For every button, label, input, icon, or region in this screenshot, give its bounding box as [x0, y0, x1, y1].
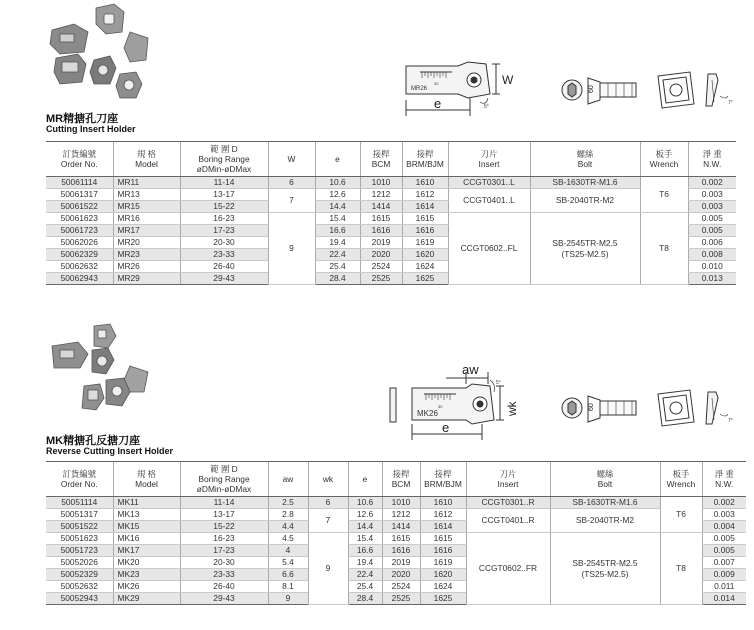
mr-col-wrench: 板手 Wrench [640, 142, 688, 177]
bolt-value-alt: (TS25-M2.5) [581, 568, 629, 579]
order-no: 50051317 [46, 509, 113, 521]
aw-value: 9 [268, 593, 308, 605]
bolt-value: SB-2040TR-M2 [550, 509, 660, 533]
aw-value: 2.8 [268, 509, 308, 521]
brm-value: 1610 [420, 497, 466, 509]
bcm-value: 2020 [382, 569, 420, 581]
aw-value: 8.1 [268, 581, 308, 593]
e-value: 15.4 [348, 533, 382, 545]
model: MK17 [113, 545, 180, 557]
e-value: 28.4 [315, 273, 360, 285]
weight: 0.003 [688, 189, 736, 201]
order-no: 50051623 [46, 533, 113, 545]
weight: 0.003 [702, 509, 746, 521]
table-row [46, 189, 736, 201]
e-value: 28.4 [348, 593, 382, 605]
mr-col-order: 訂貨編號 Order No. [46, 142, 113, 177]
boring-range: 29-43 [180, 593, 268, 605]
brm-value: 1624 [402, 261, 448, 273]
order-no: 50051522 [46, 521, 113, 533]
weight: 0.010 [688, 261, 736, 273]
boring-range: 29-43 [180, 273, 268, 285]
brm-value: 1612 [402, 189, 448, 201]
mr-section [0, 0, 754, 300]
e-value: 10.6 [348, 497, 382, 509]
mr-holder-drawing [398, 58, 516, 118]
weight: 0.007 [702, 557, 746, 569]
bcm-value: 1010 [360, 177, 402, 189]
model: MK26 [113, 581, 180, 593]
order-no: 50061114 [46, 177, 113, 189]
mk-drawing-dim-e: e [442, 420, 450, 435]
aw-value: 6.6 [268, 569, 308, 581]
brm-value: 1614 [402, 201, 448, 213]
brm-value: 1615 [420, 533, 466, 545]
e-value: 14.4 [348, 521, 382, 533]
boring-range: 16-23 [180, 213, 268, 225]
mr-col-w: W [268, 142, 315, 177]
bcm-value: 2019 [382, 557, 420, 569]
bcm-value: 2524 [382, 581, 420, 593]
mk-col-bolt: 螺絲 Bolt [550, 462, 660, 497]
weight: 0.005 [688, 213, 736, 225]
model: MK16 [113, 533, 180, 545]
mr-drawing-dim-e: e [434, 96, 442, 111]
boring-range: 23-33 [180, 249, 268, 261]
insert-value: CCGT0401..R [466, 509, 550, 533]
bcm-value: 1616 [360, 225, 402, 237]
order-no: 50052026 [46, 557, 113, 569]
mr-insert-tilt: 7° [728, 100, 733, 106]
e-value: 16.6 [348, 545, 382, 557]
bolt-value-alt: (TS25-M2.5) [561, 248, 609, 259]
boring-range: 11-14 [180, 497, 268, 509]
weight: 0.002 [702, 497, 746, 509]
boring-range: 20-30 [180, 237, 268, 249]
e-value: 16.6 [315, 225, 360, 237]
order-no: 50062632 [46, 261, 113, 273]
e-value: 22.4 [315, 249, 360, 261]
aw-value: 4.5 [268, 533, 308, 545]
mr-col-bcm: 接桿 BCM [360, 142, 402, 177]
mr-drawing-angle: 5° [484, 104, 489, 110]
model: MR26 [113, 261, 180, 273]
insert-value: CCGT0301..R [466, 497, 550, 509]
table-row [46, 509, 746, 521]
e-value: 19.4 [315, 237, 360, 249]
e-value: 19.4 [348, 557, 382, 569]
weight: 0.011 [702, 581, 746, 593]
mr-col-nw: 淨 重 N.W. [688, 142, 736, 177]
table-row [46, 213, 736, 225]
weight: 0.002 [688, 177, 736, 189]
wrench-value: T6 [640, 177, 688, 213]
boring-range: 11-14 [180, 177, 268, 189]
weight: 0.009 [702, 569, 746, 581]
boring-range: 20-30 [180, 557, 268, 569]
mk-product-photo [44, 320, 154, 424]
brm-value: 1610 [402, 177, 448, 189]
mr-title-zh: MR精搪孔刀座 [46, 113, 119, 125]
mr-drawing-dim-w: W [502, 73, 514, 87]
model: MR20 [113, 237, 180, 249]
mk-insert-drawing [654, 388, 744, 430]
brm-value: 1614 [420, 521, 466, 533]
bcm-value: 1414 [360, 201, 402, 213]
bolt-value-main: SB-2545TR-M2.5 [552, 237, 618, 248]
model: MR13 [113, 189, 180, 201]
boring-range: 13-17 [180, 189, 268, 201]
bolt-value [530, 213, 640, 285]
bolt-value-main: SB-2545TR-M2.5 [572, 557, 638, 568]
bcm-value: 2019 [360, 237, 402, 249]
weight: 0.013 [688, 273, 736, 285]
boring-range: 26-40 [180, 581, 268, 593]
brm-value: 1625 [420, 593, 466, 605]
bcm-value: 1414 [382, 521, 420, 533]
bcm-value: 2524 [360, 261, 402, 273]
brm-value: 1615 [402, 213, 448, 225]
mk-col-range: 範 圍 D Boring Range øDMin-øDMax [180, 462, 268, 497]
order-no: 50061623 [46, 213, 113, 225]
order-no: 50061317 [46, 189, 113, 201]
order-no: 50062329 [46, 249, 113, 261]
order-no: 50051114 [46, 497, 113, 509]
w-value: 7 [268, 189, 315, 213]
mr-insert-drawing [654, 70, 744, 112]
bolt-value: SB-1630TR-M1.6 [550, 497, 660, 509]
mr-bolt-drawing [560, 74, 642, 108]
weight: 0.008 [688, 249, 736, 261]
insert-value: CCGT0602..FL [448, 213, 530, 285]
table-row [46, 533, 746, 545]
mr-col-model: 規 格 Model [113, 142, 180, 177]
brm-value: 1612 [420, 509, 466, 521]
mk-col-wk: wk [308, 462, 348, 497]
aw-value: 2.5 [268, 497, 308, 509]
e-value: 12.6 [315, 189, 360, 201]
e-value: 15.4 [315, 213, 360, 225]
mk-col-insert: 刀片 Insert [466, 462, 550, 497]
model: MK20 [113, 557, 180, 569]
mk-drawing-dim-aw: aw [462, 362, 479, 377]
order-no: 50062026 [46, 237, 113, 249]
mk-bolt-drawing [560, 392, 642, 426]
wrench-value: T8 [660, 533, 702, 605]
brm-value: 1616 [420, 545, 466, 557]
brm-value: 1620 [420, 569, 466, 581]
mr-bolt-dim: 60 [588, 85, 595, 93]
mr-product-photo [44, 2, 154, 110]
bcm-value: 2525 [382, 593, 420, 605]
order-no: 50061723 [46, 225, 113, 237]
weight: 0.004 [702, 521, 746, 533]
order-no: 50052329 [46, 569, 113, 581]
weight: 0.006 [688, 237, 736, 249]
aw-value: 5.4 [268, 557, 308, 569]
model: MK23 [113, 569, 180, 581]
w-value: 6 [268, 177, 315, 189]
brm-value: 1616 [402, 225, 448, 237]
table-row [46, 497, 746, 509]
mk-col-wrench: 板手 Wrench [660, 462, 702, 497]
mk-bolt-dim: 60 [588, 403, 595, 411]
boring-range: 26-40 [180, 261, 268, 273]
bolt-value: SB-1630TR-M1.6 [530, 177, 640, 189]
order-no: 50062943 [46, 273, 113, 285]
model: MR29 [113, 273, 180, 285]
boring-range: 23-33 [180, 569, 268, 581]
insert-value: CCGT0301..L [448, 177, 530, 189]
bolt-value: SB-2040TR-M2 [530, 189, 640, 213]
mk-table-header-row [46, 462, 746, 497]
aw-value: 4.4 [268, 521, 308, 533]
weight: 0.005 [702, 533, 746, 545]
weight: 0.005 [688, 225, 736, 237]
mk-drawing-angle: 5° [496, 380, 501, 386]
e-value: 14.4 [315, 201, 360, 213]
mk-title-zh: MK精搪孔反搪刀座 [46, 435, 141, 447]
brm-value: 1620 [402, 249, 448, 261]
mr-col-bolt: 螺絲 Bolt [530, 142, 640, 177]
mk-holder-drawing [384, 358, 534, 442]
mr-spec-table [46, 141, 736, 285]
bcm-value: 1212 [360, 189, 402, 201]
mr-title-en: Cutting Insert Holder [46, 124, 136, 134]
e-value: 22.4 [348, 569, 382, 581]
wrench-value: T6 [660, 497, 702, 533]
model: MK11 [113, 497, 180, 509]
model: MR23 [113, 249, 180, 261]
mr-col-range: 範 圍 D Boring Range øDMin-øDMax [180, 142, 268, 177]
aw-value: 4 [268, 545, 308, 557]
mk-col-brm: 接桿 BRM/BJM [420, 462, 466, 497]
boring-range: 13-17 [180, 509, 268, 521]
mk-insert-tilt: 7° [728, 418, 733, 424]
wk-value: 9 [308, 533, 348, 605]
mk-drawing-model-mark: MK26 [417, 409, 438, 418]
boring-range: 17-23 [180, 545, 268, 557]
boring-range: 16-23 [180, 533, 268, 545]
order-no: 50052632 [46, 581, 113, 593]
e-value: 25.4 [315, 261, 360, 273]
mk-col-nw: 淨 重 N.W. [702, 462, 746, 497]
order-no: 50051723 [46, 545, 113, 557]
boring-range: 17-23 [180, 225, 268, 237]
model: MR15 [113, 201, 180, 213]
bcm-value: 2525 [360, 273, 402, 285]
mr-drawing-scale-mark: 30 [434, 81, 439, 86]
model: MK29 [113, 593, 180, 605]
insert-value: CCGT0602..FR [466, 533, 550, 605]
bcm-value: 1615 [360, 213, 402, 225]
bcm-value: 1212 [382, 509, 420, 521]
weight: 0.003 [688, 201, 736, 213]
model: MK15 [113, 521, 180, 533]
mr-col-brm: 接桿 BRM/BJM [402, 142, 448, 177]
mk-col-model: 規 格 Model [113, 462, 180, 497]
mk-title-en: Reverse Cutting Insert Holder [46, 446, 174, 456]
mk-drawing-dim-wk: wk [505, 401, 519, 416]
mk-drawing-scale-mark: 30 [438, 404, 443, 409]
order-no: 50061522 [46, 201, 113, 213]
wk-value: 7 [308, 509, 348, 533]
boring-range: 15-22 [180, 521, 268, 533]
mk-spec-table [46, 461, 746, 605]
wk-value: 6 [308, 497, 348, 509]
table-row [46, 177, 736, 189]
e-value: 10.6 [315, 177, 360, 189]
brm-value: 1624 [420, 581, 466, 593]
mr-table-header-row [46, 142, 736, 177]
bcm-value: 1615 [382, 533, 420, 545]
w-value: 9 [268, 213, 315, 285]
wrench-value: T8 [640, 213, 688, 285]
mk-col-order: 訂貨編號 Order No. [46, 462, 113, 497]
bolt-value [550, 533, 660, 605]
boring-range: 15-22 [180, 201, 268, 213]
mk-col-bcm: 接桿 BCM [382, 462, 420, 497]
model: MR11 [113, 177, 180, 189]
mr-drawing-model-mark: MR26 [411, 86, 428, 92]
bcm-value: 1616 [382, 545, 420, 557]
brm-value: 1619 [420, 557, 466, 569]
mr-col-insert: 刀片 Insert [448, 142, 530, 177]
weight: 0.014 [702, 593, 746, 605]
e-value: 12.6 [348, 509, 382, 521]
mk-col-aw: aw [268, 462, 308, 497]
order-no: 50052943 [46, 593, 113, 605]
weight: 0.005 [702, 545, 746, 557]
model: MR16 [113, 213, 180, 225]
bcm-value: 1010 [382, 497, 420, 509]
brm-value: 1625 [402, 273, 448, 285]
mr-col-e: e [315, 142, 360, 177]
brm-value: 1619 [402, 237, 448, 249]
e-value: 25.4 [348, 581, 382, 593]
mk-section [0, 318, 754, 630]
model: MR17 [113, 225, 180, 237]
bcm-value: 2020 [360, 249, 402, 261]
model: MK13 [113, 509, 180, 521]
insert-value: CCGT0401..L [448, 189, 530, 213]
mk-col-e: e [348, 462, 382, 497]
